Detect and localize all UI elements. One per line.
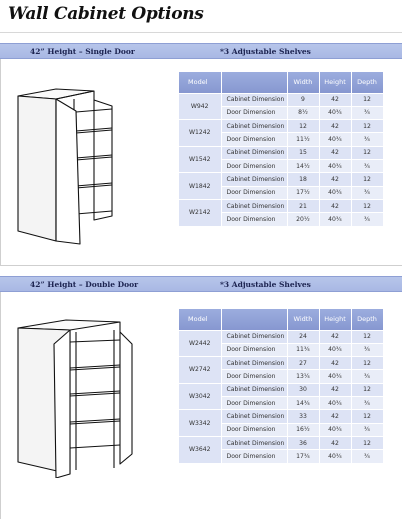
dimension-type-cell: Cabinet Dimension (221, 383, 287, 396)
depth-cell: 12 (351, 436, 383, 449)
section-shelves-note: *3 Adjustable Shelves (220, 47, 311, 56)
width-cell: 24 (287, 330, 319, 343)
table-row (179, 383, 383, 396)
section-divider (0, 265, 402, 266)
height-cell: 40¾ (319, 423, 351, 436)
dimension-type-cell: Cabinet Dimension (221, 173, 287, 186)
width-cell: 12 (287, 120, 319, 133)
model-cell: W2442 (179, 330, 221, 357)
depth-cell: ¾ (351, 450, 383, 463)
model-cell: W2742 (179, 357, 221, 384)
height-cell: 40¾ (319, 450, 351, 463)
table-row (179, 410, 383, 423)
depth-cell: 12 (351, 146, 383, 159)
depth-cell: 12 (351, 357, 383, 370)
table-row (179, 330, 383, 343)
depth-cell: 12 (351, 93, 383, 106)
depth-cell: ¾ (351, 133, 383, 146)
height-cell: 42 (319, 357, 351, 370)
table-header-row (179, 72, 383, 93)
model-cell: W3642 (179, 436, 221, 463)
dimension-type-cell: Door Dimension (221, 106, 287, 119)
table-row (179, 120, 383, 133)
table-row (179, 146, 383, 159)
dimension-type-cell: Cabinet Dimension (221, 436, 287, 449)
model-cell: W2142 (179, 199, 221, 226)
dimension-type-cell: Door Dimension (221, 213, 287, 226)
width-cell: 16½ (287, 423, 319, 436)
dimension-type-cell: Cabinet Dimension (221, 330, 287, 343)
height-cell: 42 (319, 120, 351, 133)
column-header-depth: Depth (351, 72, 383, 93)
double-door-spec-table (179, 309, 384, 463)
table-header-row (179, 309, 383, 330)
single-door-spec-table (179, 72, 384, 226)
height-cell: 42 (319, 93, 351, 106)
dimension-type-cell: Door Dimension (221, 423, 287, 436)
dimension-type-cell: Door Dimension (221, 343, 287, 356)
width-cell: 13¼ (287, 370, 319, 383)
width-cell: 17¾ (287, 450, 319, 463)
model-cell: W1242 (179, 120, 221, 147)
depth-cell: ¾ (351, 396, 383, 409)
height-cell: 42 (319, 330, 351, 343)
depth-cell: 12 (351, 199, 383, 212)
width-cell: 18 (287, 173, 319, 186)
dimension-type-cell: Cabinet Dimension (221, 93, 287, 106)
column-header-width: Width (287, 72, 319, 93)
width-cell: 15 (287, 146, 319, 159)
single-door-cabinet-drawing (14, 86, 126, 246)
width-cell: 33 (287, 410, 319, 423)
dimension-type-cell: Cabinet Dimension (221, 199, 287, 212)
width-cell: 30 (287, 383, 319, 396)
column-header-height: Height (319, 72, 351, 93)
section-header-double-door (0, 276, 402, 292)
height-cell: 40¾ (319, 186, 351, 199)
width-cell: 17½ (287, 186, 319, 199)
width-cell: 21 (287, 199, 319, 212)
height-cell: 42 (319, 436, 351, 449)
depth-cell: 12 (351, 120, 383, 133)
dimension-type-cell: Door Dimension (221, 450, 287, 463)
width-cell: 14¾ (287, 396, 319, 409)
height-cell: 42 (319, 146, 351, 159)
section-left-rule (0, 59, 1, 265)
height-cell: 42 (319, 383, 351, 396)
depth-cell: ¾ (351, 106, 383, 119)
section-heading: 42” Height – Single Door (30, 47, 135, 56)
height-cell: 42 (319, 199, 351, 212)
page-title: Wall Cabinet Options (8, 4, 204, 24)
column-header-type (221, 72, 287, 93)
width-cell: 27 (287, 357, 319, 370)
column-header-depth: Depth (351, 309, 383, 330)
dimension-type-cell: Cabinet Dimension (221, 357, 287, 370)
section-left-rule (0, 292, 1, 519)
section-heading: 42” Height – Double Door (30, 280, 139, 289)
height-cell: 42 (319, 410, 351, 423)
height-cell: 42 (319, 173, 351, 186)
column-header-width: Width (287, 309, 319, 330)
width-cell: 11¾ (287, 343, 319, 356)
dimension-type-cell: Door Dimension (221, 133, 287, 146)
depth-cell: 12 (351, 330, 383, 343)
height-cell: 40¾ (319, 213, 351, 226)
height-cell: 40¾ (319, 396, 351, 409)
height-cell: 40¾ (319, 370, 351, 383)
depth-cell: ¾ (351, 423, 383, 436)
height-cell: 40¾ (319, 159, 351, 172)
table-row (179, 173, 383, 186)
model-cell: W1842 (179, 173, 221, 200)
column-header-model: Model (179, 309, 221, 330)
width-cell: 36 (287, 436, 319, 449)
dimension-type-cell: Door Dimension (221, 396, 287, 409)
height-cell: 40¾ (319, 343, 351, 356)
model-cell: W3042 (179, 383, 221, 410)
depth-cell: ¾ (351, 343, 383, 356)
section-header-single-door (0, 43, 402, 59)
width-cell: 9 (287, 93, 319, 106)
depth-cell: 12 (351, 173, 383, 186)
height-cell: 40¾ (319, 106, 351, 119)
model-cell: W942 (179, 93, 221, 120)
depth-cell: 12 (351, 383, 383, 396)
dimension-type-cell: Door Dimension (221, 370, 287, 383)
table-row (179, 357, 383, 370)
table-row (179, 199, 383, 212)
height-cell: 40¾ (319, 133, 351, 146)
table-row (179, 436, 383, 449)
dimension-type-cell: Door Dimension (221, 159, 287, 172)
double-door-cabinet-drawing (14, 318, 138, 478)
depth-cell: ¾ (351, 370, 383, 383)
column-header-type (221, 309, 287, 330)
width-cell: 14½ (287, 159, 319, 172)
width-cell: 8½ (287, 106, 319, 119)
dimension-type-cell: Cabinet Dimension (221, 120, 287, 133)
depth-cell: ¾ (351, 159, 383, 172)
model-cell: W3342 (179, 410, 221, 437)
title-divider (0, 32, 402, 33)
width-cell: 11½ (287, 133, 319, 146)
section-shelves-note: *3 Adjustable Shelves (220, 280, 311, 289)
width-cell: 20½ (287, 213, 319, 226)
model-cell: W1542 (179, 146, 221, 173)
dimension-type-cell: Cabinet Dimension (221, 410, 287, 423)
dimension-type-cell: Cabinet Dimension (221, 146, 287, 159)
table-row (179, 93, 383, 106)
depth-cell: 12 (351, 410, 383, 423)
depth-cell: ¾ (351, 186, 383, 199)
column-header-height: Height (319, 309, 351, 330)
depth-cell: ¾ (351, 213, 383, 226)
dimension-type-cell: Door Dimension (221, 186, 287, 199)
column-header-model: Model (179, 72, 221, 93)
